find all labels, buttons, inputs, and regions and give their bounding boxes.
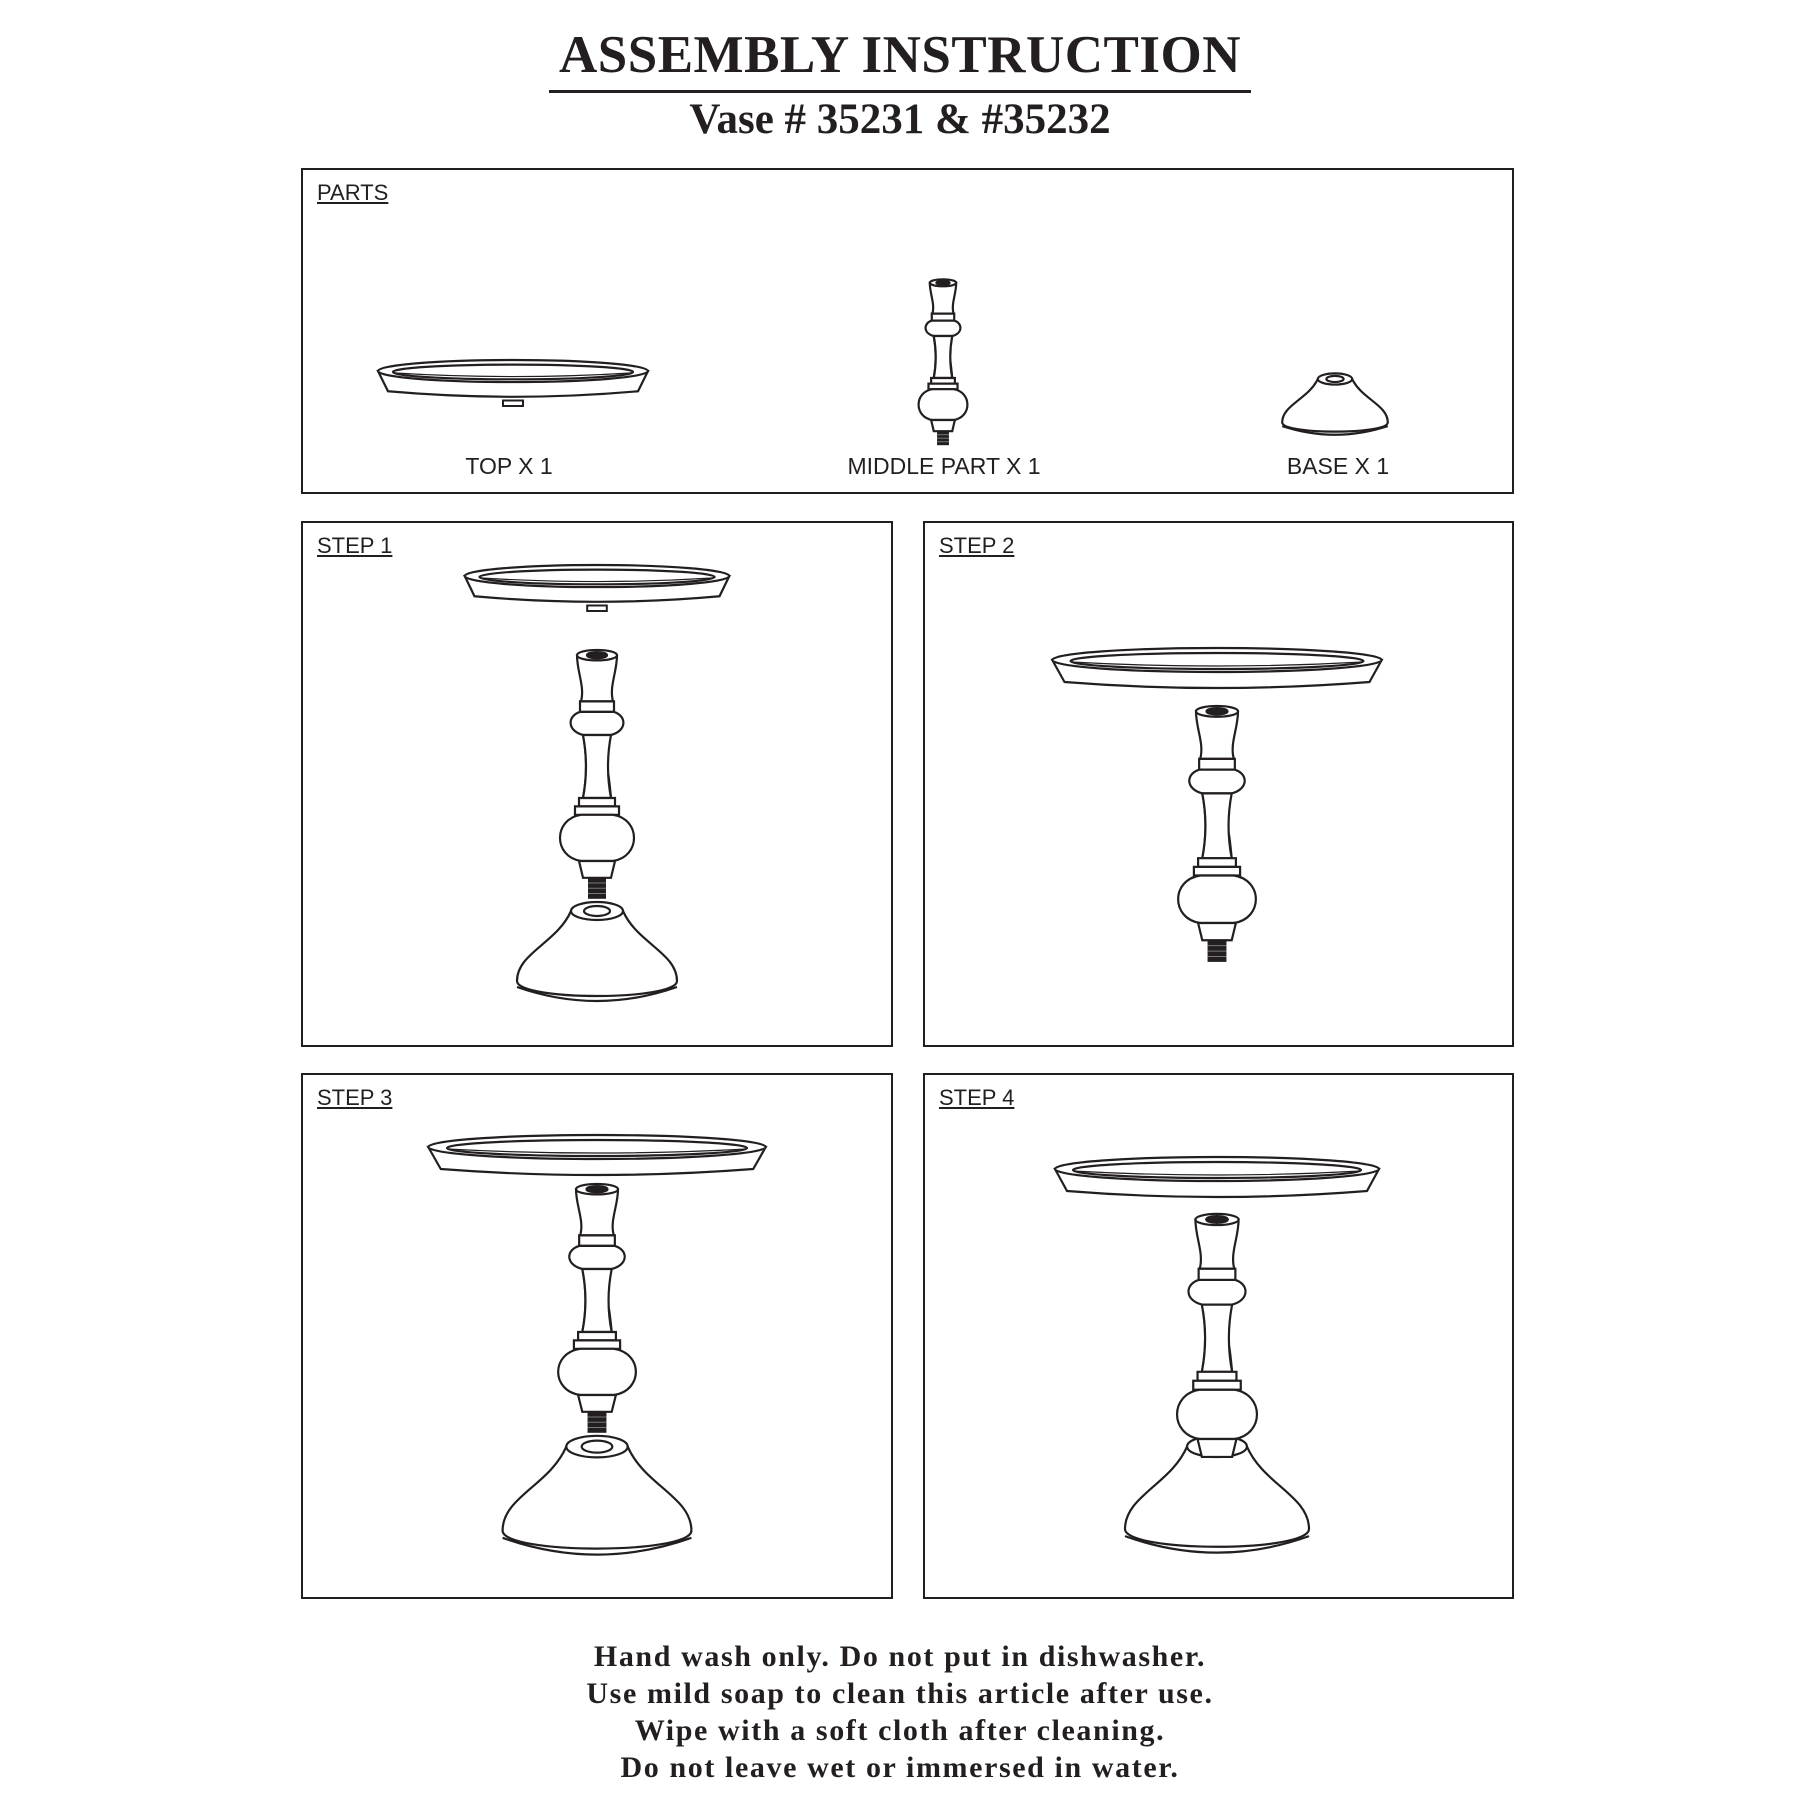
tray-top-icon: [428, 1135, 766, 1175]
part-caption-middle: MIDDLE PART X 1: [847, 453, 1041, 479]
part-caption-top: TOP X 1: [465, 453, 553, 479]
step-3-illustration: [303, 1075, 891, 1597]
step-4-illustration: [925, 1075, 1512, 1597]
parts-panel: [301, 168, 1514, 494]
middle-column-icon: [919, 279, 968, 445]
parts-illustration: [303, 170, 1513, 492]
title-block: [0, 28, 1800, 93]
middle-column-icon: [560, 650, 634, 899]
tray-top-icon: [465, 565, 730, 611]
column-assembled-icon: [1178, 706, 1256, 962]
care-line: Do not leave wet or immersed in water.: [620, 1751, 1180, 1784]
care-instructions: [0, 1638, 1800, 1786]
document-title: ASSEMBLY INSTRUCTION: [549, 28, 1251, 93]
step-4-panel: [923, 1073, 1514, 1599]
step-2-illustration: [925, 523, 1512, 1045]
step-1-illustration: [303, 523, 891, 1045]
tray-top-icon: [378, 360, 648, 406]
step-1-label: STEP 1: [317, 533, 393, 558]
care-line: Wipe with a soft cloth after cleaning.: [634, 1714, 1166, 1747]
base-dome-icon: [1282, 373, 1388, 434]
base-dome-icon: [503, 1436, 692, 1555]
parts-label: PARTS: [317, 180, 389, 205]
step-4-label: STEP 4: [939, 1085, 1015, 1110]
tray-top-icon: [1055, 1157, 1379, 1197]
step-2-label: STEP 2: [939, 533, 1015, 558]
tray-top-icon: [1052, 648, 1381, 688]
column-assembled-icon: [1177, 1214, 1257, 1457]
column-assembled-icon: [558, 1184, 636, 1433]
step-1-panel: [301, 521, 893, 1047]
document-subtitle: Vase # 35231 & #35232: [689, 96, 1111, 143]
step-3-panel: [301, 1073, 893, 1599]
step-3-label: STEP 3: [317, 1085, 393, 1110]
part-caption-base: BASE X 1: [1286, 453, 1390, 479]
care-line: Hand wash only. Do not put in dishwasher.: [593, 1640, 1207, 1673]
step-2-panel: [923, 521, 1514, 1047]
base-dome-icon: [517, 902, 677, 1001]
care-line: Use mild soap to clean this article after use.: [586, 1677, 1214, 1710]
